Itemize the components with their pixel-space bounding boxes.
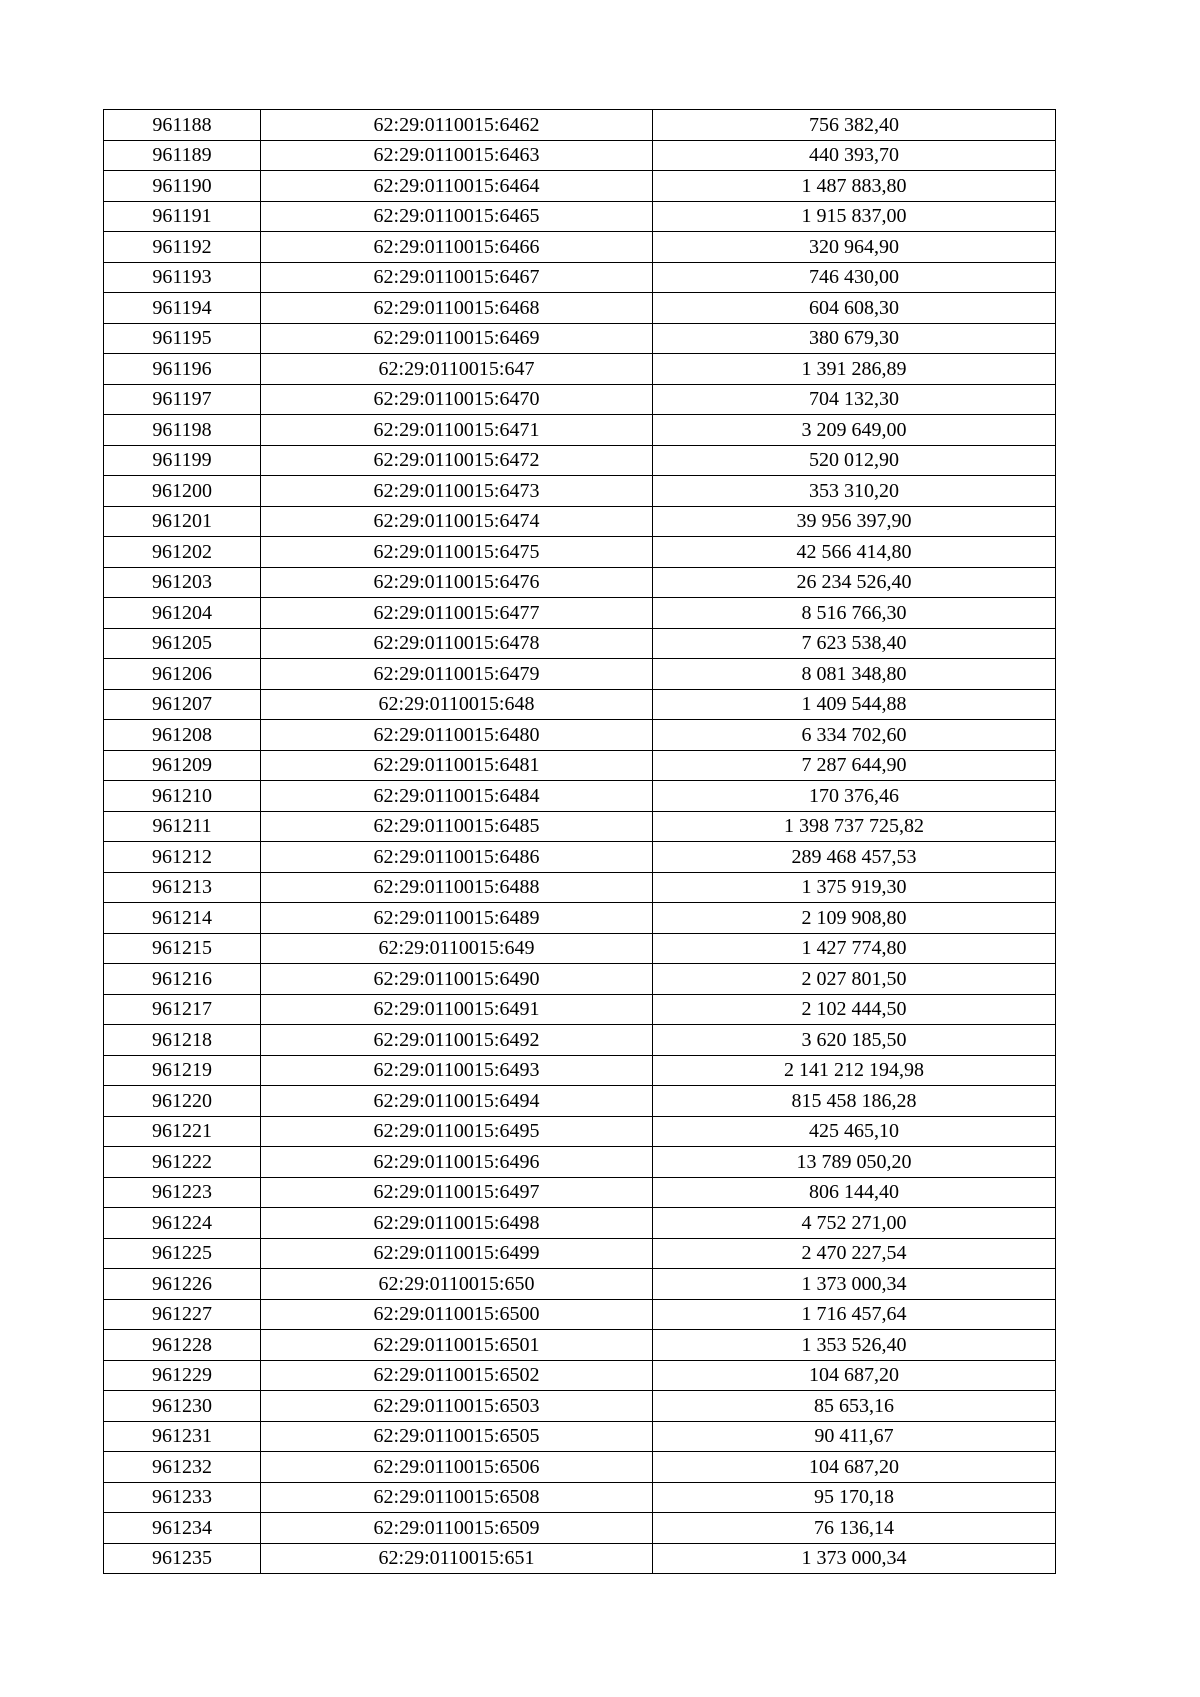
table-row <box>104 659 1056 690</box>
cadastral-value-cell: 1 375 919,30 <box>653 872 1056 903</box>
cadastral-number-cell: 62:29:0110015:6480 <box>261 720 653 751</box>
row-number-cell: 961196 <box>104 354 261 385</box>
row-number-cell: 961235 <box>104 1543 261 1574</box>
row-number-cell: 961193 <box>104 262 261 293</box>
cadastral-value-cell: 26 234 526,40 <box>653 567 1056 598</box>
cadastral-number-cell: 62:29:0110015:648 <box>261 689 653 720</box>
cadastral-value-cell: 806 144,40 <box>653 1177 1056 1208</box>
cadastral-value-cell: 170 376,46 <box>653 781 1056 812</box>
table-row <box>104 994 1056 1025</box>
cadastral-number-cell: 62:29:0110015:6488 <box>261 872 653 903</box>
table-row <box>104 1421 1056 1452</box>
row-number-cell: 961190 <box>104 171 261 202</box>
cadastral-number-cell: 62:29:0110015:6493 <box>261 1055 653 1086</box>
cadastral-number-cell: 62:29:0110015:6481 <box>261 750 653 781</box>
row-number-cell: 961221 <box>104 1116 261 1147</box>
table-row <box>104 415 1056 446</box>
cadastral-number-cell: 62:29:0110015:6476 <box>261 567 653 598</box>
cadastral-value-cell: 1 353 526,40 <box>653 1330 1056 1361</box>
table-row <box>104 1269 1056 1300</box>
cadastral-number-cell: 62:29:0110015:6471 <box>261 415 653 446</box>
row-number-cell: 961224 <box>104 1208 261 1239</box>
cadastral-value-cell: 1 398 737 725,82 <box>653 811 1056 842</box>
table-row <box>104 842 1056 873</box>
cadastral-number-cell: 62:29:0110015:6489 <box>261 903 653 934</box>
cadastral-number-cell: 62:29:0110015:6474 <box>261 506 653 537</box>
cadastral-number-cell: 62:29:0110015:6466 <box>261 232 653 263</box>
row-number-cell: 961205 <box>104 628 261 659</box>
cadastral-number-cell: 62:29:0110015:651 <box>261 1543 653 1574</box>
row-number-cell: 961210 <box>104 781 261 812</box>
cadastral-value-cell: 353 310,20 <box>653 476 1056 507</box>
row-number-cell: 961192 <box>104 232 261 263</box>
cadastral-value-cell: 104 687,20 <box>653 1452 1056 1483</box>
cadastral-value-cell: 1 391 286,89 <box>653 354 1056 385</box>
row-number-cell: 961189 <box>104 140 261 171</box>
table-row <box>104 750 1056 781</box>
cadastral-value-cell: 746 430,00 <box>653 262 1056 293</box>
row-number-cell: 961234 <box>104 1513 261 1544</box>
cadastral-value-cell: 76 136,14 <box>653 1513 1056 1544</box>
cadastral-value-cell: 2 027 801,50 <box>653 964 1056 995</box>
row-number-cell: 961228 <box>104 1330 261 1361</box>
row-number-cell: 961225 <box>104 1238 261 1269</box>
cadastral-value-cell: 425 465,10 <box>653 1116 1056 1147</box>
row-number-cell: 961204 <box>104 598 261 629</box>
cadastral-number-cell: 62:29:0110015:650 <box>261 1269 653 1300</box>
cadastral-value-cell: 604 608,30 <box>653 293 1056 324</box>
cadastral-value-cell: 815 458 186,28 <box>653 1086 1056 1117</box>
cadastral-number-cell: 62:29:0110015:6465 <box>261 201 653 232</box>
cadastral-number-cell: 62:29:0110015:6495 <box>261 1116 653 1147</box>
table-row <box>104 1513 1056 1544</box>
cadastral-value-cell: 756 382,40 <box>653 110 1056 141</box>
cadastral-number-cell: 62:29:0110015:6485 <box>261 811 653 842</box>
cadastral-value-cell: 1 373 000,34 <box>653 1543 1056 1574</box>
cadastral-value-cell: 3 620 185,50 <box>653 1025 1056 1056</box>
cadastral-number-cell: 62:29:0110015:6470 <box>261 384 653 415</box>
cadastral-value-cell: 39 956 397,90 <box>653 506 1056 537</box>
cadastral-value-cell: 7 287 644,90 <box>653 750 1056 781</box>
row-number-cell: 961212 <box>104 842 261 873</box>
table-row <box>104 1543 1056 1574</box>
table-row <box>104 1208 1056 1239</box>
row-number-cell: 961226 <box>104 1269 261 1300</box>
cadastral-value-cell: 2 470 227,54 <box>653 1238 1056 1269</box>
row-number-cell: 961227 <box>104 1299 261 1330</box>
table-row <box>104 262 1056 293</box>
cadastral-number-cell: 62:29:0110015:6463 <box>261 140 653 171</box>
row-number-cell: 961197 <box>104 384 261 415</box>
table-row <box>104 1147 1056 1178</box>
cadastral-value-cell: 704 132,30 <box>653 384 1056 415</box>
cadastral-number-cell: 62:29:0110015:6479 <box>261 659 653 690</box>
row-number-cell: 961199 <box>104 445 261 476</box>
row-number-cell: 961215 <box>104 933 261 964</box>
cadastral-number-cell: 62:29:0110015:6464 <box>261 171 653 202</box>
row-number-cell: 961198 <box>104 415 261 446</box>
table-row <box>104 689 1056 720</box>
cadastral-value-cell: 6 334 702,60 <box>653 720 1056 751</box>
cadastral-value-cell: 1 487 883,80 <box>653 171 1056 202</box>
table-row <box>104 1482 1056 1513</box>
row-number-cell: 961206 <box>104 659 261 690</box>
row-number-cell: 961203 <box>104 567 261 598</box>
cadastral-value-cell: 2 109 908,80 <box>653 903 1056 934</box>
table-row <box>104 232 1056 263</box>
cadastral-number-cell: 62:29:0110015:6501 <box>261 1330 653 1361</box>
cadastral-value-cell: 42 566 414,80 <box>653 537 1056 568</box>
table-row <box>104 1299 1056 1330</box>
table-row <box>104 171 1056 202</box>
cadastral-value-cell: 2 102 444,50 <box>653 994 1056 1025</box>
table-row <box>104 903 1056 934</box>
cadastral-number-cell: 62:29:0110015:6472 <box>261 445 653 476</box>
row-number-cell: 961211 <box>104 811 261 842</box>
table-row <box>104 1177 1056 1208</box>
cadastral-number-cell: 62:29:0110015:6506 <box>261 1452 653 1483</box>
cadastral-value-cell: 13 789 050,20 <box>653 1147 1056 1178</box>
table-row <box>104 964 1056 995</box>
cadastral-value-cell: 8 516 766,30 <box>653 598 1056 629</box>
table-row <box>104 1025 1056 1056</box>
table-row <box>104 567 1056 598</box>
cadastral-value-cell: 8 081 348,80 <box>653 659 1056 690</box>
cadastral-value-cell: 520 012,90 <box>653 445 1056 476</box>
cadastral-number-cell: 62:29:0110015:6462 <box>261 110 653 141</box>
cadastral-number-cell: 62:29:0110015:6508 <box>261 1482 653 1513</box>
row-number-cell: 961220 <box>104 1086 261 1117</box>
cadastral-value-cell: 320 964,90 <box>653 232 1056 263</box>
cadastral-number-cell: 62:29:0110015:6497 <box>261 1177 653 1208</box>
row-number-cell: 961191 <box>104 201 261 232</box>
row-number-cell: 961213 <box>104 872 261 903</box>
row-number-cell: 961208 <box>104 720 261 751</box>
table-body <box>104 110 1056 1574</box>
cadastral-number-cell: 62:29:0110015:6503 <box>261 1391 653 1422</box>
table-row <box>104 628 1056 659</box>
table-row <box>104 140 1056 171</box>
cadastral-number-cell: 62:29:0110015:6500 <box>261 1299 653 1330</box>
cadastral-number-cell: 62:29:0110015:6498 <box>261 1208 653 1239</box>
table-row <box>104 354 1056 385</box>
cadastral-value-cell: 1 915 837,00 <box>653 201 1056 232</box>
cadastral-value-cell: 7 623 538,40 <box>653 628 1056 659</box>
table-row <box>104 1330 1056 1361</box>
cadastral-number-cell: 62:29:0110015:6475 <box>261 537 653 568</box>
row-number-cell: 961217 <box>104 994 261 1025</box>
table-row <box>104 1452 1056 1483</box>
row-number-cell: 961207 <box>104 689 261 720</box>
cadastral-value-cell: 4 752 271,00 <box>653 1208 1056 1239</box>
row-number-cell: 961230 <box>104 1391 261 1422</box>
table-row <box>104 598 1056 629</box>
cadastral-value-cell: 1 427 774,80 <box>653 933 1056 964</box>
row-number-cell: 961233 <box>104 1482 261 1513</box>
cadastral-number-cell: 62:29:0110015:6477 <box>261 598 653 629</box>
table-row <box>104 781 1056 812</box>
cadastral-value-cell: 85 653,16 <box>653 1391 1056 1422</box>
cadastral-value-cell: 380 679,30 <box>653 323 1056 354</box>
cadastral-number-cell: 62:29:0110015:649 <box>261 933 653 964</box>
cadastral-value-table <box>103 109 1056 1574</box>
cadastral-number-cell: 62:29:0110015:6499 <box>261 1238 653 1269</box>
table-row <box>104 1238 1056 1269</box>
table-row <box>104 445 1056 476</box>
table-row <box>104 720 1056 751</box>
cadastral-value-cell: 1 373 000,34 <box>653 1269 1056 1300</box>
row-number-cell: 961223 <box>104 1177 261 1208</box>
cadastral-value-cell: 440 393,70 <box>653 140 1056 171</box>
table-row <box>104 506 1056 537</box>
row-number-cell: 961202 <box>104 537 261 568</box>
cadastral-value-cell: 90 411,67 <box>653 1421 1056 1452</box>
row-number-cell: 961219 <box>104 1055 261 1086</box>
cadastral-value-cell: 104 687,20 <box>653 1360 1056 1391</box>
table-row <box>104 537 1056 568</box>
cadastral-number-cell: 62:29:0110015:647 <box>261 354 653 385</box>
row-number-cell: 961214 <box>104 903 261 934</box>
cadastral-value-cell: 2 141 212 194,98 <box>653 1055 1056 1086</box>
table-row <box>104 1055 1056 1086</box>
cadastral-number-cell: 62:29:0110015:6486 <box>261 842 653 873</box>
table-row <box>104 201 1056 232</box>
table-row <box>104 1086 1056 1117</box>
table-row <box>104 476 1056 507</box>
cadastral-number-cell: 62:29:0110015:6467 <box>261 262 653 293</box>
cadastral-number-cell: 62:29:0110015:6509 <box>261 1513 653 1544</box>
table-row <box>104 872 1056 903</box>
table-row <box>104 110 1056 141</box>
cadastral-number-cell: 62:29:0110015:6478 <box>261 628 653 659</box>
cadastral-number-cell: 62:29:0110015:6473 <box>261 476 653 507</box>
cadastral-number-cell: 62:29:0110015:6491 <box>261 994 653 1025</box>
cadastral-value-cell: 1 716 457,64 <box>653 1299 1056 1330</box>
row-number-cell: 961188 <box>104 110 261 141</box>
cadastral-number-cell: 62:29:0110015:6502 <box>261 1360 653 1391</box>
cadastral-value-cell: 3 209 649,00 <box>653 415 1056 446</box>
cadastral-number-cell: 62:29:0110015:6505 <box>261 1421 653 1452</box>
row-number-cell: 961195 <box>104 323 261 354</box>
cadastral-value-cell: 1 409 544,88 <box>653 689 1056 720</box>
row-number-cell: 961201 <box>104 506 261 537</box>
cadastral-number-cell: 62:29:0110015:6468 <box>261 293 653 324</box>
table-row <box>104 1360 1056 1391</box>
row-number-cell: 961231 <box>104 1421 261 1452</box>
table-row <box>104 323 1056 354</box>
row-number-cell: 961218 <box>104 1025 261 1056</box>
cadastral-number-cell: 62:29:0110015:6469 <box>261 323 653 354</box>
table-row <box>104 293 1056 324</box>
table-row <box>104 384 1056 415</box>
table-row <box>104 811 1056 842</box>
row-number-cell: 961222 <box>104 1147 261 1178</box>
cadastral-number-cell: 62:29:0110015:6484 <box>261 781 653 812</box>
cadastral-number-cell: 62:29:0110015:6492 <box>261 1025 653 1056</box>
cadastral-number-cell: 62:29:0110015:6490 <box>261 964 653 995</box>
row-number-cell: 961194 <box>104 293 261 324</box>
row-number-cell: 961216 <box>104 964 261 995</box>
row-number-cell: 961232 <box>104 1452 261 1483</box>
cadastral-value-cell: 95 170,18 <box>653 1482 1056 1513</box>
row-number-cell: 961229 <box>104 1360 261 1391</box>
cadastral-value-cell: 289 468 457,53 <box>653 842 1056 873</box>
row-number-cell: 961209 <box>104 750 261 781</box>
table-row <box>104 1116 1056 1147</box>
table-row <box>104 933 1056 964</box>
cadastral-number-cell: 62:29:0110015:6496 <box>261 1147 653 1178</box>
table-row <box>104 1391 1056 1422</box>
row-number-cell: 961200 <box>104 476 261 507</box>
cadastral-number-cell: 62:29:0110015:6494 <box>261 1086 653 1117</box>
